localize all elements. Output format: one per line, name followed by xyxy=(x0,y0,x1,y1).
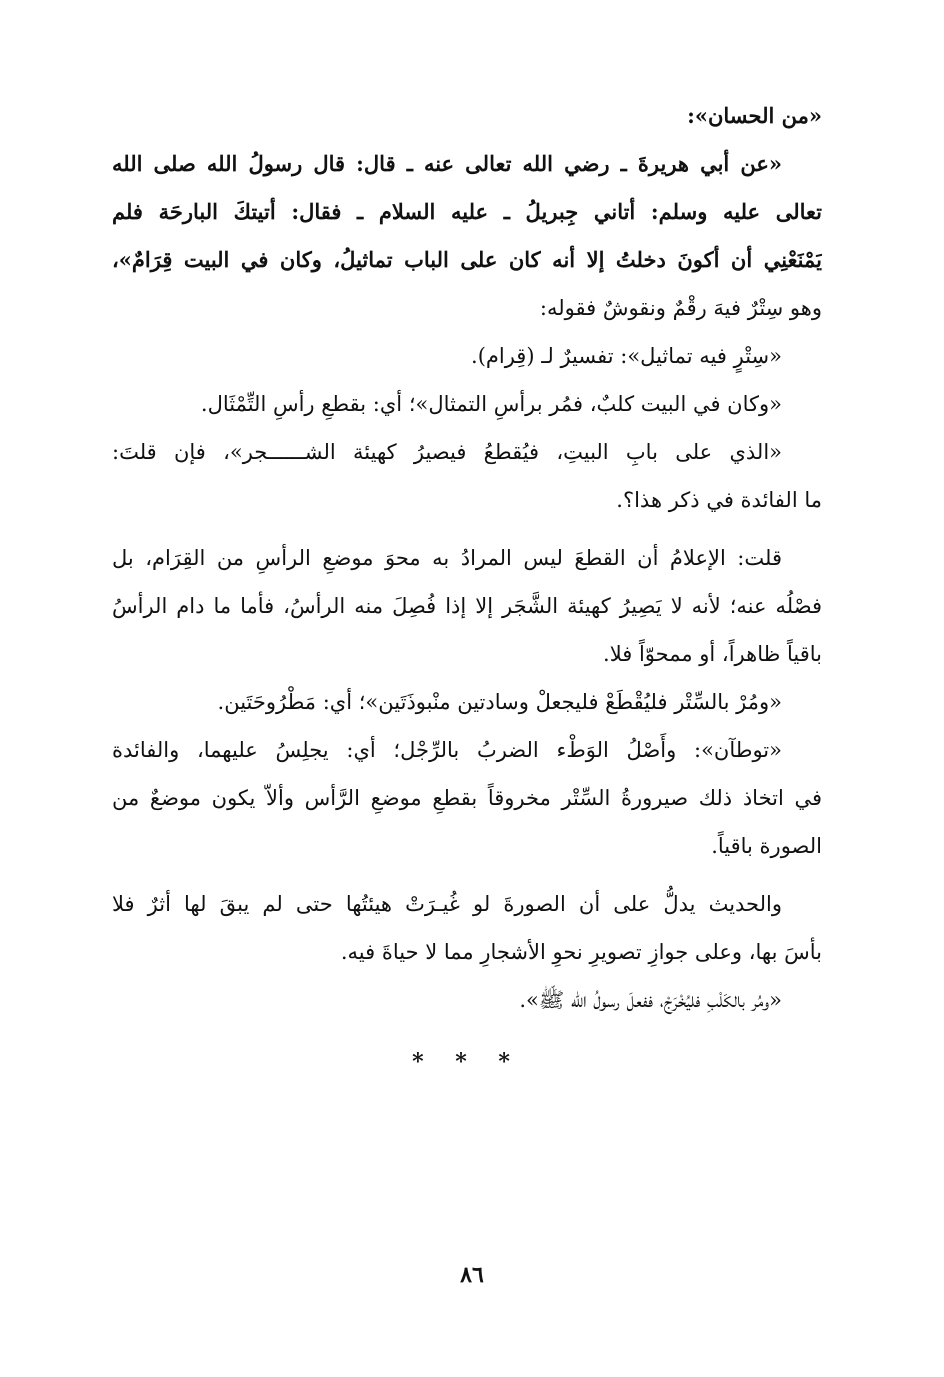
commentary-line: «ومُر بالكَلْبِ فليُخْرَجْ، ففعلَ رسولُ الله ﷺ». xyxy=(519,988,782,1012)
commentary-line: والحديث يدلُّ على أن الصورةَ لو غُيـرَتْ هيئتُها حتى لم يبقَ لها أثرٌ فلا xyxy=(112,892,782,916)
commentary-line: الصورة باقياً. xyxy=(711,834,822,858)
paragraph-gap xyxy=(112,524,822,534)
commentary-line: «سِتْرٍ فيه تماثيل»: تفسيرٌ لـ (قِرام). xyxy=(471,344,782,368)
commentary-line: باقياً ظاهراً، أو ممحوّاً فلا. xyxy=(603,642,822,666)
section-heading: «من الحسان»: xyxy=(687,103,822,128)
commentary-line: «توطآن»: وأَصْلُ الوَطْء الضربُ بالرِّجْل؛ أي: يجلِسُ عليهما، والفائدة xyxy=(112,738,782,762)
paragraph-gap xyxy=(112,870,822,880)
commentary-line: بأسَ بها، وعلى جوازِ تصويرِ نحوِ الأشجارِ مما لا حياةَ فيه. xyxy=(340,940,822,964)
section-separator: * * * xyxy=(412,1049,522,1075)
commentary-line: ما الفائدة في ذكر هذا؟. xyxy=(616,488,822,512)
hadith-line: يَمْنَعْنِي أن أكونَ دخلتُ إلا أنه كان على الباب تماثيلُ، وكان في البيت قِرَامٌ»، xyxy=(112,247,822,272)
hadith-line: «عن أبي هريرةَ ـ رضي الله تعالى عنه ـ قال: قال رسولُ الله صلى الله xyxy=(112,151,782,176)
commentary-line: فصْلُه عنه؛ لأنه لا يَصِيرُ كهيئة الشَّجَر إلا إذا فُصِلَ منه الرأسُ، فأما ما دام الرأسُ xyxy=(112,594,822,618)
commentary-line: وهو سِتْرٌ فيهَ رقْمٌ ونقوشٌ فقوله: xyxy=(539,296,822,320)
page-number: ٨٦ xyxy=(460,1262,484,1288)
page-text xyxy=(112,92,822,1082)
commentary-line: قلت: الإعلامُ أن القطعَ ليس المرادُ به محوَ موضعِ الرأسِ من القِرَام، بل xyxy=(112,546,782,570)
commentary-line: «ومُرْ بالسِّتْر فليُقْطَعْ فليجعلْ وسادتين منْبوذَتَين»؛ أي: مَطْرُوحَتَين. xyxy=(217,690,782,714)
commentary-line: «الذي على بابِ البيتِ، فيُقطعُ فيصيرُ كهيئة الشــــــجر»، فإن قلتَ: xyxy=(112,440,782,464)
commentary-line: «وكان في البيت كلبٌ، فمُر برأسِ التمثال»؛ أي: بقطعِ رأسِ التِّمْثَال. xyxy=(200,392,782,416)
commentary-line: في اتخاذ ذلك صيرورةُ السِّتْر مخروقاً بقطعِ موضعِ الرَّأس وألاّ يكون موضعٌ من xyxy=(112,786,822,810)
hadith-line: تعالى عليه وسلم: أتاني جِبريلُ ـ عليه السلام ـ فقال: أتيتكَ البارحَة فلم xyxy=(112,199,822,224)
